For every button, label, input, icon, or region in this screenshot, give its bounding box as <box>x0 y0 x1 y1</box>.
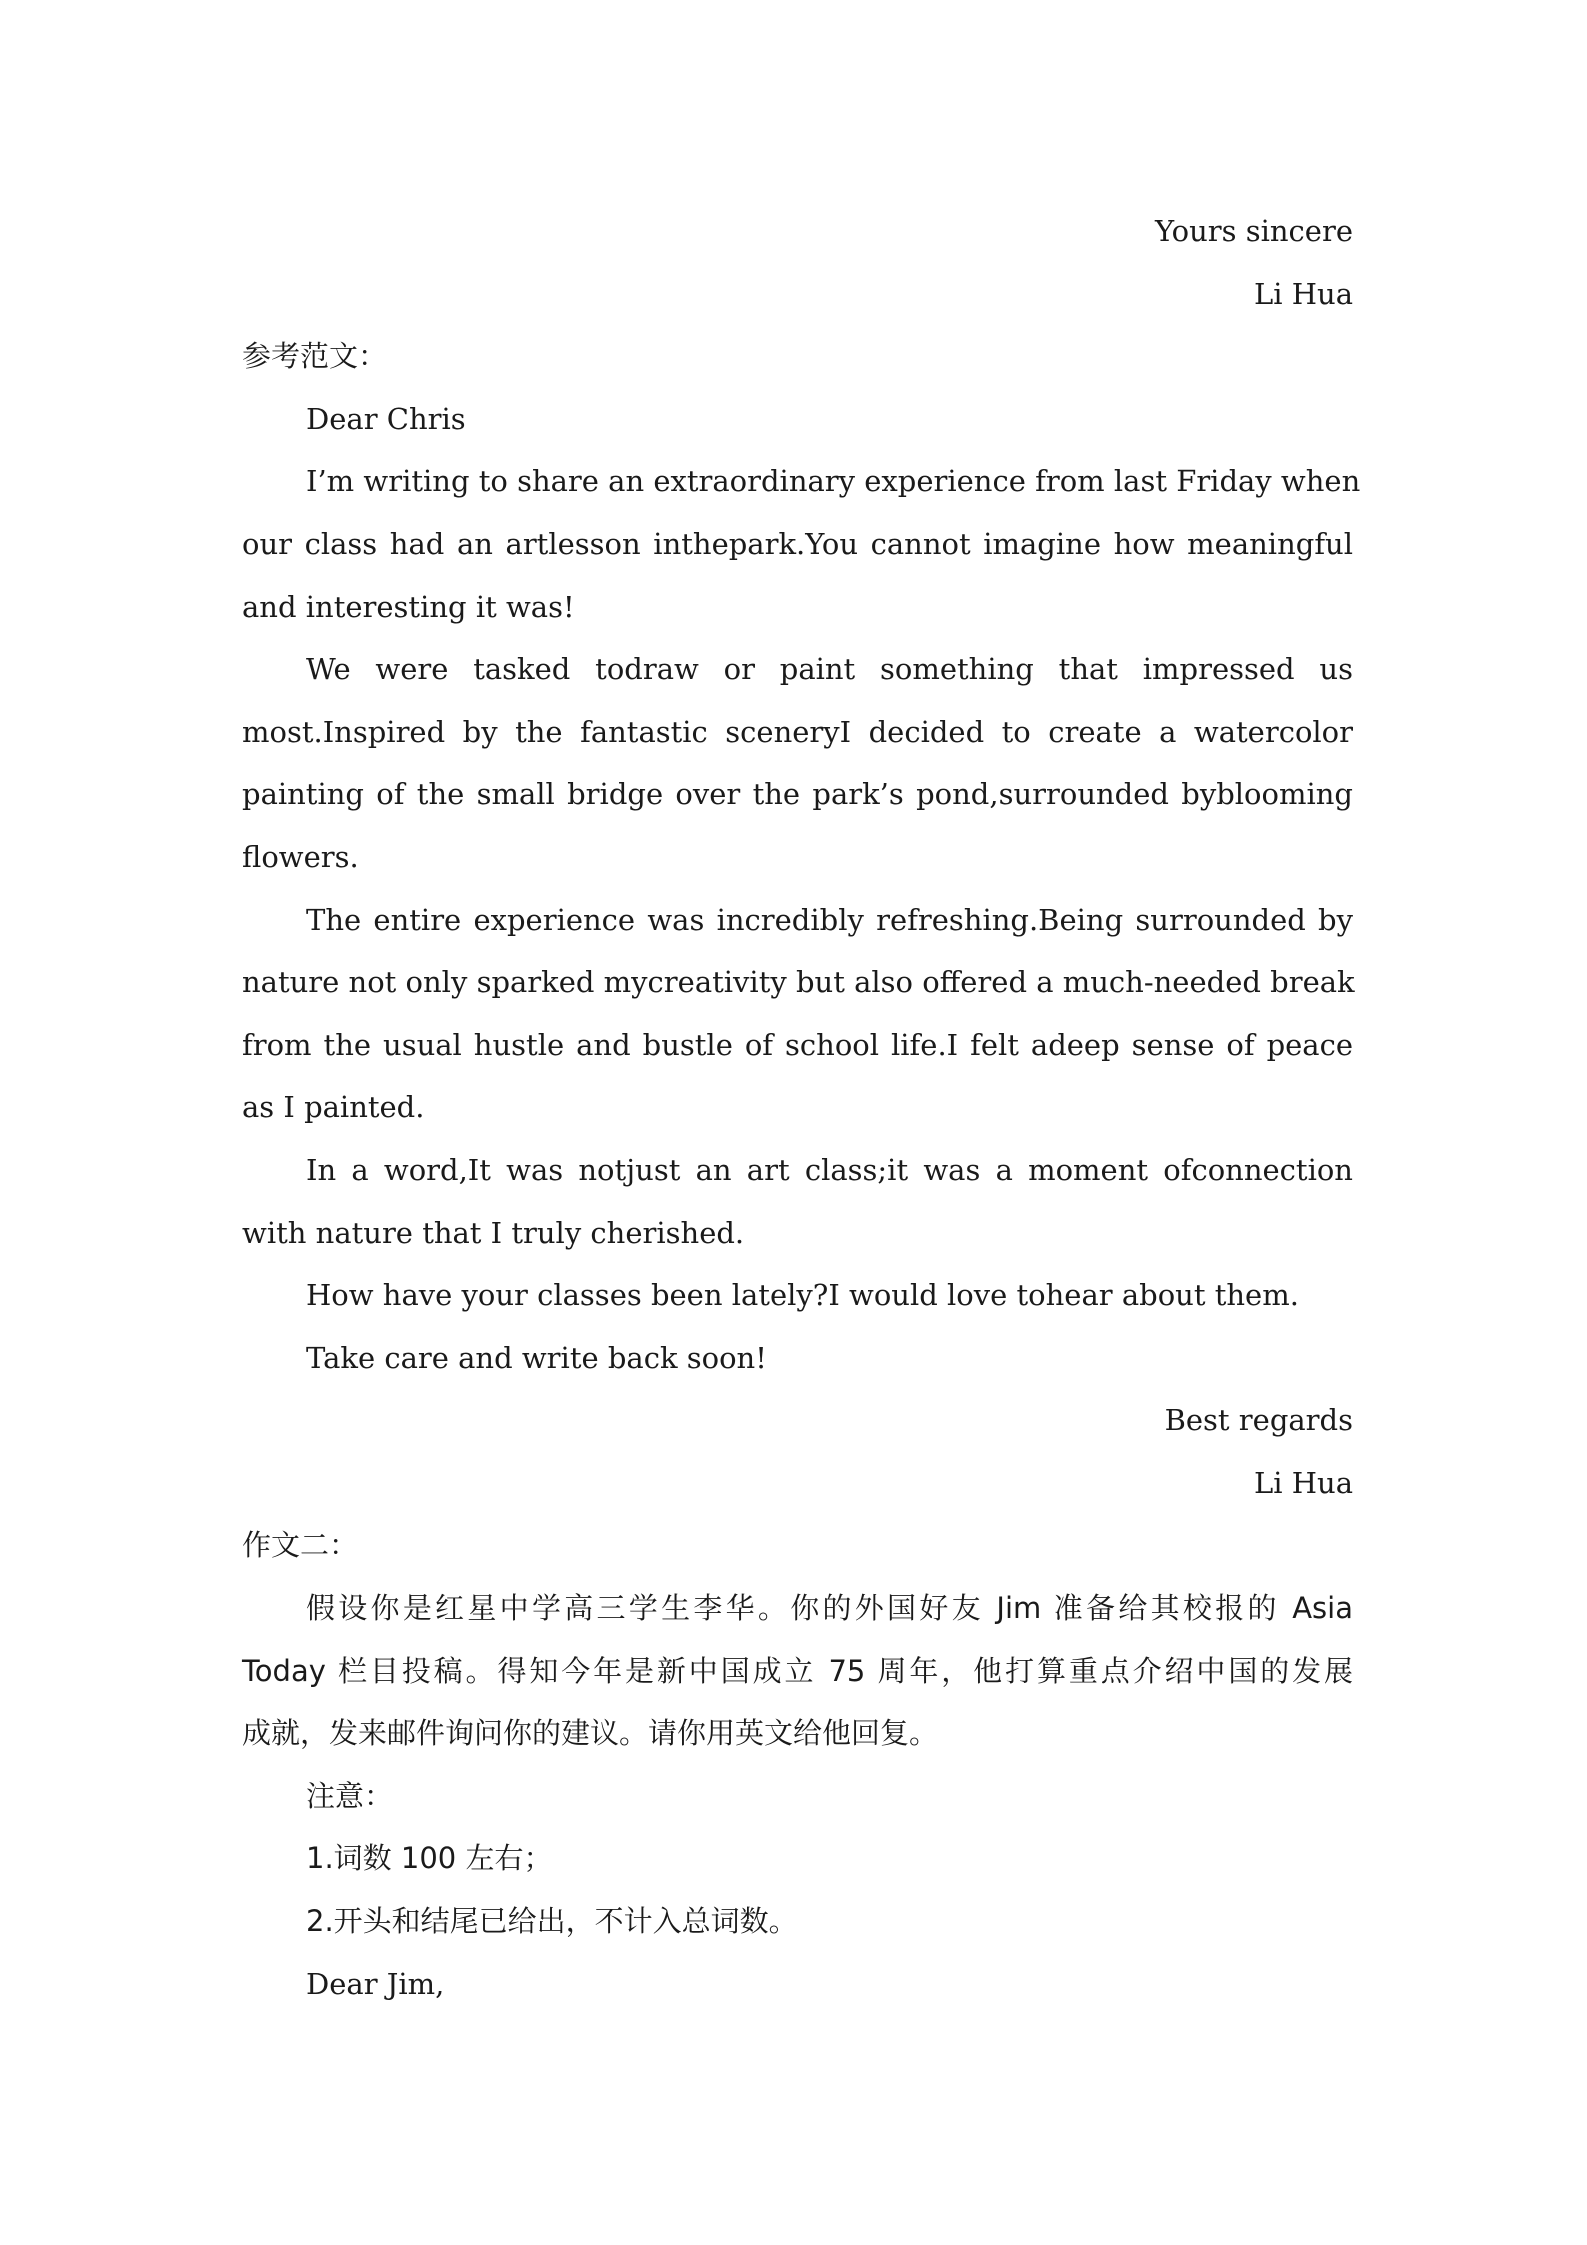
sample-paragraph-3 <box>242 889 1353 1139</box>
task2-heading: 作文二： <box>242 1528 359 1563</box>
paragraph-line: our class had an artlesson inthepark.You cannot imagine how meaningful <box>242 526 1353 561</box>
notes-label: 注意： <box>306 1778 394 1813</box>
sample-paragraph-5: How have your classes been lately?I would love tohear about them. <box>306 1278 1299 1313</box>
paragraph-line: We were tasked todraw or paint something that impressed us <box>306 652 1353 687</box>
paragraph-line: from the usual hustle and bustle of school life.I felt adeep sense of peace <box>242 1027 1353 1062</box>
document-page <box>242 200 1361 2015</box>
sample-paragraph-4 <box>242 1139 1353 1264</box>
paragraph-line: nature not only sparked mycreativity but also offered a much-needed break <box>242 965 1355 1000</box>
paragraph-line: as I painted. <box>242 1090 425 1125</box>
note-item: 2.开头和结尾已给出，不计入总词数。 <box>306 1904 798 1939</box>
sample-name: Li Hua <box>1253 1465 1353 1500</box>
prompt-line: 假设你是红星中学高三学生李华。你的外国好友 Jim 准备给其校报的 Asia <box>306 1591 1353 1626</box>
sample-paragraph-2 <box>242 638 1353 888</box>
paragraph-line: In a word,It was notjust an art class;it was a moment ofconnection <box>306 1152 1353 1187</box>
prompt-line: 成就，发来邮件询问你的建议。请你用英文给他回复。 <box>242 1716 939 1751</box>
sample-heading: 参考范文： <box>242 339 388 374</box>
paragraph-line: painting of the small bridge over the park’s pond,surrounded byblooming <box>242 777 1353 812</box>
task2-prompt <box>242 1577 1353 1765</box>
sample-paragraph-6: Take care and write back soon! <box>306 1340 767 1375</box>
note-item: 1.词数 100 左右； <box>306 1841 553 1876</box>
paragraph-line: most.Inspired by the fantastic sceneryI decided to create a watercolor <box>242 714 1353 749</box>
paragraph-line: flowers. <box>242 839 359 874</box>
task2-greeting: Dear Jim, <box>306 1966 445 2001</box>
paragraph-line: with nature that I truly cherished. <box>242 1215 745 1250</box>
sample-greeting: Dear Chris <box>306 401 466 436</box>
sample-paragraph-1 <box>242 450 1361 638</box>
closing-sign-off: Yours sincere <box>1155 214 1353 248</box>
paragraph-line: and interesting it was! <box>242 589 575 624</box>
paragraph-line: I’m writing to share an extraordinary experience from last Friday when <box>306 464 1361 499</box>
closing-name: Li Hua <box>1253 276 1353 311</box>
sample-sign-off: Best regards <box>1164 1403 1353 1438</box>
paragraph-line: The entire experience was incredibly refreshing.Being surrounded by <box>306 902 1353 937</box>
prompt-line: Today 栏目投稿。得知今年是新中国成立 75 周年，他打算重点介绍中国的发展 <box>242 1653 1353 1688</box>
